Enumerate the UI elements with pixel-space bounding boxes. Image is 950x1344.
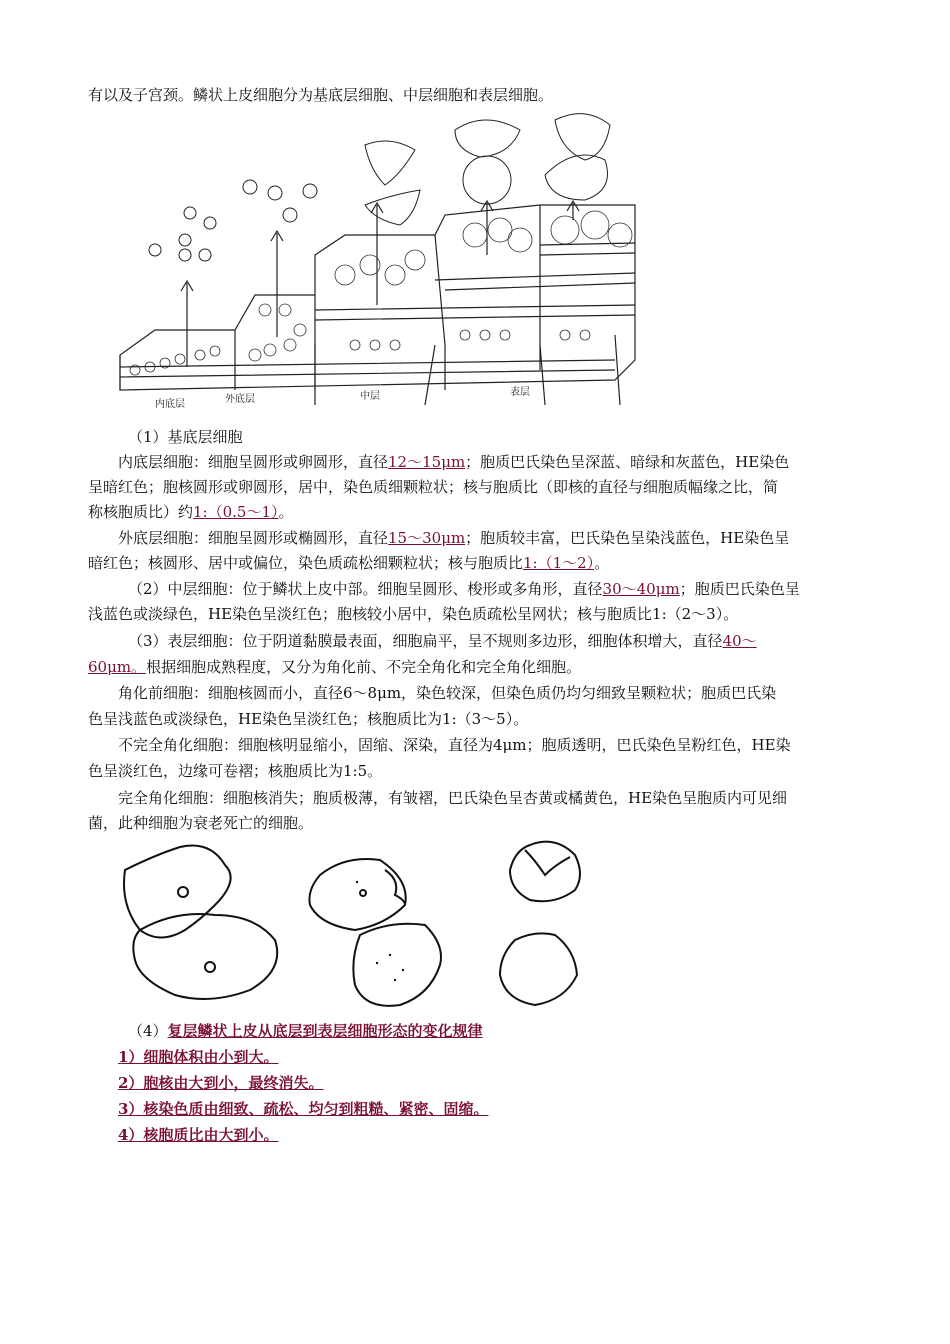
middle-line2: 浅蓝色或淡绿色，HE染色呈淡红色；胞核较小居中，染色质疏松呈网状；核与胞质比1:（2～3）。 <box>88 605 739 623</box>
highlight-diameter: 40～ <box>722 632 757 650</box>
highlight-ratio: 1:（0.5～1） <box>193 503 279 521</box>
epithelium-diagram <box>115 105 645 415</box>
text-span: ；胞质巴氏染色呈 <box>679 580 800 598</box>
text-span: 称核胞质比）约 <box>88 503 194 521</box>
highlight-ratio: 1:（1～2） <box>523 554 595 572</box>
text-span: ；胞质巴氏染色呈深蓝、暗绿和灰蓝色，HE染色 <box>465 453 790 471</box>
surface-cells-figure <box>115 835 595 1015</box>
outer-basal-line2 <box>88 552 868 574</box>
label-inner-basal: 内底层 <box>155 399 185 410</box>
prekerat-line1: 角化前细胞：细胞核圆而小，直径6～8μm，染色较深，但染色质仍均匀细致呈颗粒状；胞质巴氏染 <box>118 684 777 702</box>
rule-item <box>118 1072 898 1094</box>
complete-line1: 完全角化细胞：细胞核消失；胞质极薄，有皱褶，巴氏染色呈杏黄或橘黄色，HE染色呈胞质内可见细 <box>118 789 788 807</box>
text-span: （2）中层细胞：位于鳞状上皮中部。细胞呈圆形、梭形或多角形，直径 <box>128 580 603 598</box>
surface-line2 <box>88 656 868 678</box>
text-span: （3）表层细胞：位于阴道黏膜最表面，细胞扁平，呈不规则多边形，细胞体积增大，直径 <box>128 632 723 650</box>
text-span: 内底层细胞：细胞呈圆形或卵圆形，直径 <box>118 453 389 471</box>
highlight-diameter: 60μm。 <box>88 658 147 676</box>
outer-basal-line1 <box>118 527 898 549</box>
section-basal-title: （1）基底层细胞 <box>128 428 243 446</box>
text-span: ；胞质较丰富，巴氏染色呈染浅蓝色，HE染色呈 <box>465 529 790 547</box>
highlight-diameter: 15～30μm <box>388 529 466 547</box>
inner-basal-line3 <box>88 501 868 523</box>
rules-title: 复层鳞状上皮从底层到表层细胞形态的变化规律 <box>167 1022 483 1040</box>
highlight-diameter: 30～40μm <box>602 580 680 598</box>
surface-line1 <box>128 630 908 652</box>
text-span: 外底层细胞：细胞呈圆形或椭圆形，直径 <box>118 529 389 547</box>
text-span: 根据细胞成熟程度，又分为角化前、不完全角化和完全角化细胞。 <box>146 658 582 676</box>
rule-text: 3）核染色质由细致、疏松、均匀到粗糙、紧密、固缩。 <box>118 1100 489 1118</box>
incomplete-line1: 不完全角化细胞：细胞核明显缩小，固缩、深染，直径为4μm；胞质透明，巴氏染色呈粉红色，HE染 <box>118 736 791 754</box>
rule-text: 1）细胞体积由小到大。 <box>118 1048 279 1066</box>
text-span: 暗红色；核圆形、居中或偏位，染色质疏松细颗粒状；核与胞质比 <box>88 554 524 572</box>
rule-text: 4）核胞质比由大到小。 <box>118 1126 279 1144</box>
rule-item <box>118 1046 898 1068</box>
inner-basal-line1 <box>118 451 898 473</box>
incomplete-line2: 色呈淡红色，边缘可卷褶；核胞质比为1:5。 <box>88 762 383 780</box>
label-surface: 表层 <box>510 387 530 398</box>
middle-line1 <box>128 578 908 600</box>
text-span: 。 <box>594 554 610 572</box>
label-outer-basal: 外底层 <box>225 394 255 405</box>
text-span: 。 <box>278 503 294 521</box>
complete-line2: 菌，此种细胞为衰老死亡的细胞。 <box>88 814 314 832</box>
inner-basal-line2: 呈暗红色；胞核圆形或卵圆形，居中，染色质细颗粒状；核与胞质比（即核的直径与细胞质幅缘之比，简 <box>88 478 779 496</box>
rule-item <box>118 1098 898 1120</box>
intro-text: 有以及子宫颈。鳞状上皮细胞分为基底层细胞、中层细胞和表层细胞。 <box>88 86 554 104</box>
rule-text: 2）胞核由大到小，最终消失。 <box>118 1074 324 1092</box>
rules-prefix: （4） <box>128 1022 168 1040</box>
prekerat-line2: 色呈浅蓝色或淡绿色，HE染色呈淡红色；核胞质比为1:（3～5）。 <box>88 710 529 728</box>
label-middle: 中层 <box>360 391 380 402</box>
rule-item <box>118 1124 898 1146</box>
highlight-diameter: 12～15μm <box>388 453 466 471</box>
rules-title-line <box>128 1020 908 1042</box>
